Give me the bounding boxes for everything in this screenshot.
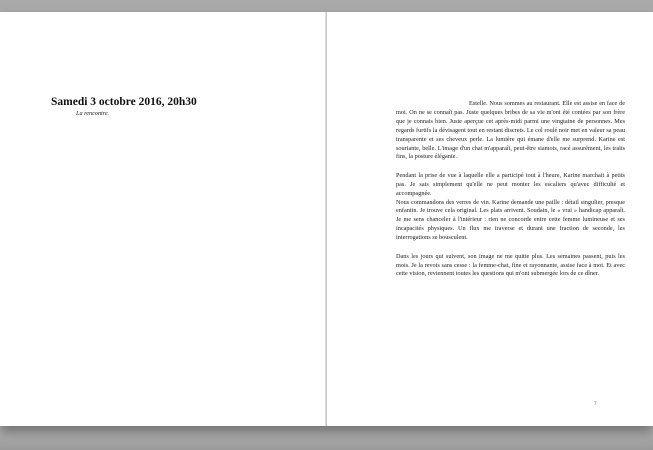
chapter-heading — [51, 96, 197, 117]
open-book — [0, 12, 653, 426]
paragraph-4: Dans les jours qui suivent, son image ne me quitte plus. Les semaines passent, puis les mois. Je la revois sans cesse : la femme-chat, fine et rayonnante, assise face à moi. Et avec cette vision, reviennent toutes les questions qui m'ont submergée lors de ce dîner. — [396, 252, 625, 278]
paragraph-3: Nous commandons des verres de vin. Karine demande une paille : détail singulier, presque enfantin. Je trouve cela original. Les plats arrivent. Soudain, le « vrai » handicap apparaît. Je me sens chanceler à l'intérieur : rien ne concorde entre cette femme lumineuse et ses incapacités physiques. Un flux me traverse et durant une fraction de seconde, les interrogations se bousculent. — [396, 198, 625, 242]
chapter-title: Samedi 3 octobre 2016, 20h30 — [51, 96, 197, 108]
page-number: 7 — [594, 402, 597, 407]
right-page — [327, 12, 653, 426]
paragraph-1: Estelle. Nous sommes au restaurant. Elle est assise en face de moi. On ne se connaît pas. Juste quelques bribes de sa vie m'ont été contées par son frère que je connais bien. Juste aperçue cet après-midi parmi une vingtaine de personnes. Mes regards furtifs la dévisagent tout en restant discrets. Le col roulé noir met en valeur sa peau transparente et ses cheveux perle. La lumière qui émane d'elle me surprend. Karine est souriante, belle. L'image d'un chat m'apparaît, peut-être siamois, racé assurément, les traits fins, la posture élégante. — [396, 100, 625, 161]
paragraph-2: Pendant la prise de vue à laquelle elle a participé tout à l'heure, Karine marchait à petits pas. Je sais simplement qu'elle ne peut monter les escaliers qu'avec difficulté et accompagnée. — [396, 171, 625, 197]
chapter-subtitle: La rencontre. — [76, 110, 110, 117]
left-page — [0, 12, 326, 426]
body-text — [396, 100, 625, 279]
